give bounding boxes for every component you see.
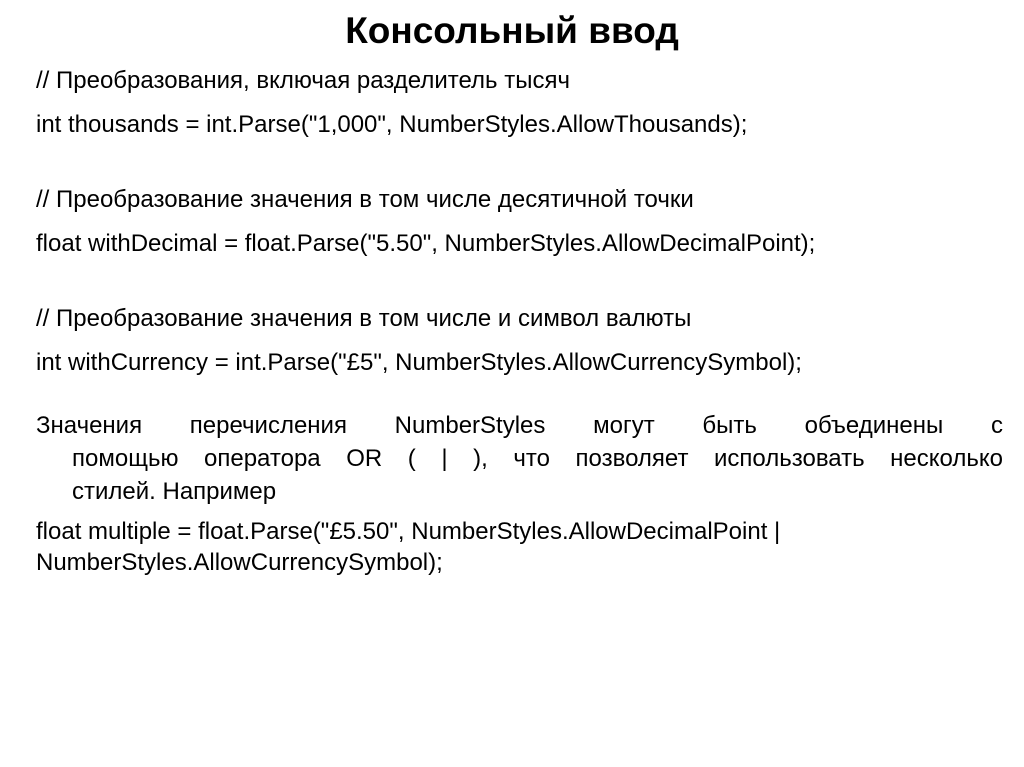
paragraph-line-2: помощью оператора OR ( | ), что позволяет использовать несколько bbox=[72, 445, 1003, 472]
code-currency: int withCurrency = int.Parse("£5", NumberStyles.AllowCurrencySymbol); bbox=[36, 349, 802, 376]
paragraph-line-1: Значения перечисления NumberStyles могут быть объединены с bbox=[36, 412, 1003, 439]
code-decimal: float withDecimal = float.Parse("5.50", NumberStyles.AllowDecimalPoint); bbox=[36, 230, 816, 257]
comment-decimal: // Преобразование значения в том числе десятичной точки bbox=[36, 186, 694, 213]
slide-title: Консольный ввод bbox=[345, 10, 679, 51]
code-thousands: int thousands = int.Parse("1,000", NumberStyles.AllowThousands); bbox=[36, 111, 748, 138]
code-multiple-line-2: NumberStyles.AllowCurrencySymbol); bbox=[36, 549, 443, 576]
numberstyles-paragraph bbox=[36, 409, 1003, 508]
comment-currency: // Преобразование значения в том числе и символ валюты bbox=[36, 305, 692, 332]
comment-thousands: // Преобразования, включая разделитель тысяч bbox=[36, 67, 570, 94]
paragraph-continuation bbox=[36, 442, 1003, 508]
paragraph-line-3: стилей. Например bbox=[72, 478, 277, 505]
code-multiple-line-1: float multiple = float.Parse("£5.50", NumberStyles.AllowDecimalPoint | bbox=[36, 518, 781, 545]
